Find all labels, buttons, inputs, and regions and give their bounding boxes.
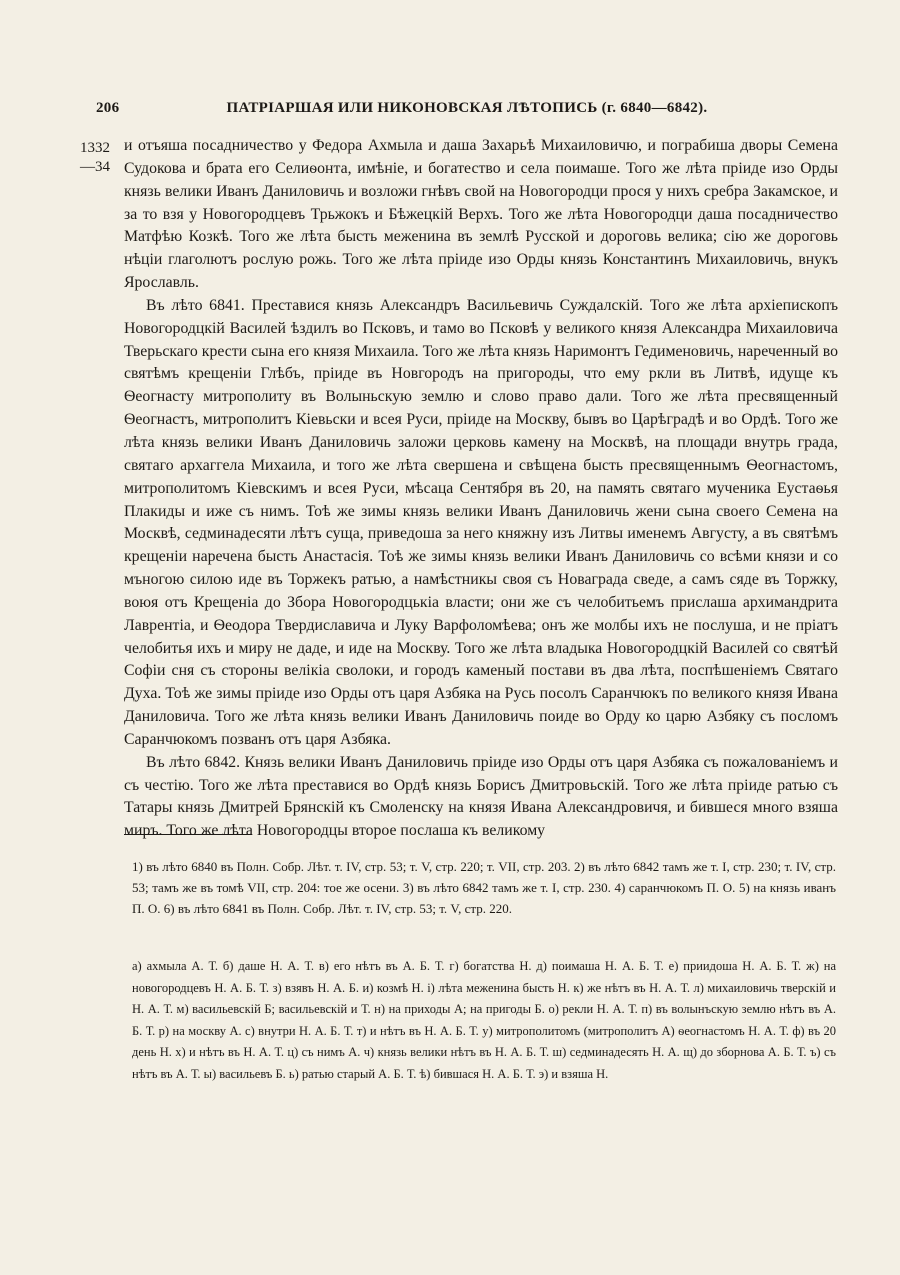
- body-paragraph-1: и отъяша посадничество у Федора Ахмыла и даша Захарьѣ Михаиловичю, и пограбиша дворы Семена Судокова и брата его Селиѳонта, имѣніе, и богатество и села поимаше. Того же лѣта пріиде изо Орды князь велики Иванъ Даниловичь и возложи гнѣвъ свой на Новогородци прося у нихъ сребра Закамское, и за то взя у Новогородцевъ Трьжокъ и Бѣжецкій Верхъ. Того же лѣта Новогородци даша посадничество Матфѣю Козкѣ. Того же лѣта бысть меженина въ землѣ Русской и дороговь велика; сію же дороговь нѣціи глаголютъ рослую рожь. Того же лѣта пріиде изо Орды князь Константинъ Михаиловичь, внукъ Ярославль.: [124, 137, 838, 292]
- running-title: ПАТРІАРШАЯ ИЛИ НИКОНОВСКАЯ ЛѢТОПИСЬ (г. 6840—6842).: [226, 100, 708, 116]
- margin-year-range-end: —34: [80, 159, 110, 175]
- page-number: 206: [96, 100, 120, 116]
- variants-text: а) ахмыла А. Т. б) даше Н. А. Т. в) его нѣтъ въ А. Б. Т. г) богатства Н. д) поимаша Н. А. Б. Т. е) приидоша Н. А. Б. Т. ж) на новогородцевъ Н. А. Б. Т. з) взявъ Н. А. Б. и) козмѣ Н. і) лѣта меженина бысть Н. к) же нѣтъ въ Н. А. Т. л) михаиловичь тверскій и Н. А. Т. м) васильевскій Б; васильевскій и Т. н) на приходы А; на пригоды Б. о) рекли Н. А. Т. п) въ волынъскую землю нѣтъ въ А. Б. Т. р) на москву А. с) внутри Н. А. Б. Т. т) и нѣтъ въ Н. А. Б. Т. у) митрополитомъ (митрополитъ А) ѳеогнастомъ Н. А. Т. ф) въ 20 день Н. х) и нѣтъ въ Н. А. Т. ц) съ нимъ А. ч) князь велики нѣтъ въ Н. А. Б. Т. ш) седминадесять Н. А. щ) до зборнова А. Б. Т. ъ) съ нѣтъ въ А. Т. ы) васильевъ Б. ь) ратью старый А. Б. Т. ѣ) бившася Н. А. Б. Т. э) и взяша Н.: [132, 959, 836, 1081]
- margin-year-range-start: 1332: [80, 140, 110, 156]
- lettered-variant-readings: [132, 956, 836, 1086]
- page-header: [96, 100, 838, 122]
- footnotes-text: 1) въ лѣто 6840 въ Полн. Собр. Лѣт. т. IV, стр. 53; т. V, стр. 220; т. VII, стр. 203. 2) въ лѣто 6842 тамъ же т. I, стр. 230; т. IV, стр. 53; тамъ же въ томѣ VII, стр. 204: тое же осени. 3) въ лѣто 6842 тамъ же т. I, стр. 230. 4) саранчюкомъ П. О. 5) на князь иванъ П. О. 6) въ лѣто 6841 въ Полн. Собр. Лѣт. т. IV, стр. 53; т. V, стр. 220.: [132, 859, 836, 916]
- chronicle-body: [124, 135, 838, 843]
- body-paragraph-2: Въ лѣто 6841. Преставися князь Александръ Васильевичь Суждалскій. Того же лѣта архіепископъ Новогородцкій Василей ѣздилъ во Псковъ, и тамо во Псковѣ у великого князя Александра Михаиловича Тверьскаго крести сына его князя Михаила. Того же лѣта князь Наримонтъ Гедименовичь, нареченный во святѣмъ крещеніи Глѣбъ, пріиде въ Новгородъ на пригороды, что ему ркли въ Литвѣ, идуще къ Ѳеогнасту митрополиту въ Волыньскую землю и слово право дали. Того же лѣта пресвященный Ѳеогнастъ, митрополитъ Кіевьски и всея Руси, пріиде на Москву, бывъ во Царѣградѣ и во Ордѣ. Того же лѣта князь велики Иванъ Даниловичь заложи церковь камену на Москвѣ, на площади внутрь града, святаго архаггела Михаила, и того же лѣта свершена и свѣщена бысть пресвященнымъ Ѳеогнастомъ, митрополитомъ Кіевскимъ и всея Руси, мѣсаца Сентября въ 20, на память святаго мученика Еустаѳья Плакиды и иже съ нимъ. Тоѣ же зимы князь велики Иванъ Даниловичь жени сына своего Семена на Москвѣ, седминадесяти лѣтъ суща, приведоша за него княжну изъ Литвы именемъ Августу, а въ святѣмъ крещеніи наречена бысть Анастасія. Тоѣ же зимы князь велики Иванъ Даниловичь со всѣми князи и со мъногою силою иде въ Торжекъ ратью, а намѣстникы своя съ Новаграда сведе, а самъ сяде въ Торжку, воюя отъ Крещеніа до Збора Новогородцькіа власти; они же съ челобитьемъ прислаша архимандрита Лаврентіа, и Ѳеодора Твердиславича и Луку Варфоломѣева; онъ же молбы ихъ не послуша, и не пріатъ челобитья ихъ и миру не даде, и иде на Москву. Того же лѣта владыка Новогородцкій Василей со святѣй Софіи сня съ стороны велікіа сволоки, и городъ каменый постави въ два лѣта, поспѣшеніемъ Святаго Духа. Тоѣ же зимы пріиде изо Орды отъ царя Азбяка на Русь посолъ Саранчюкъ по великого князя Ивана Даниловича. Того же лѣта князь велики Иванъ Даниловичь поиде во Орду ко царю Азбяку съ посломъ Саранчюкомъ позванъ отъ царя Азбяка.: [124, 296, 838, 748]
- footnote-separator: [124, 834, 252, 835]
- numbered-footnotes: [132, 856, 836, 919]
- body-paragraph-3: Въ лѣто 6842. Князь велики Иванъ Даниловичь пріиде изо Орды отъ царя Азбяка съ пожалованіемъ и съ честію. Того же лѣта преставися во Ордѣ князь Борисъ Дмитровьскій. Того же лѣта пріиде ратью съ Татары князь Дмитрей Брянскій къ Смоленску на князя Ивана Александровичя, и бившеся много взяша миръ. Того же лѣта Новогородцы второе послаша къ великому: [124, 753, 838, 840]
